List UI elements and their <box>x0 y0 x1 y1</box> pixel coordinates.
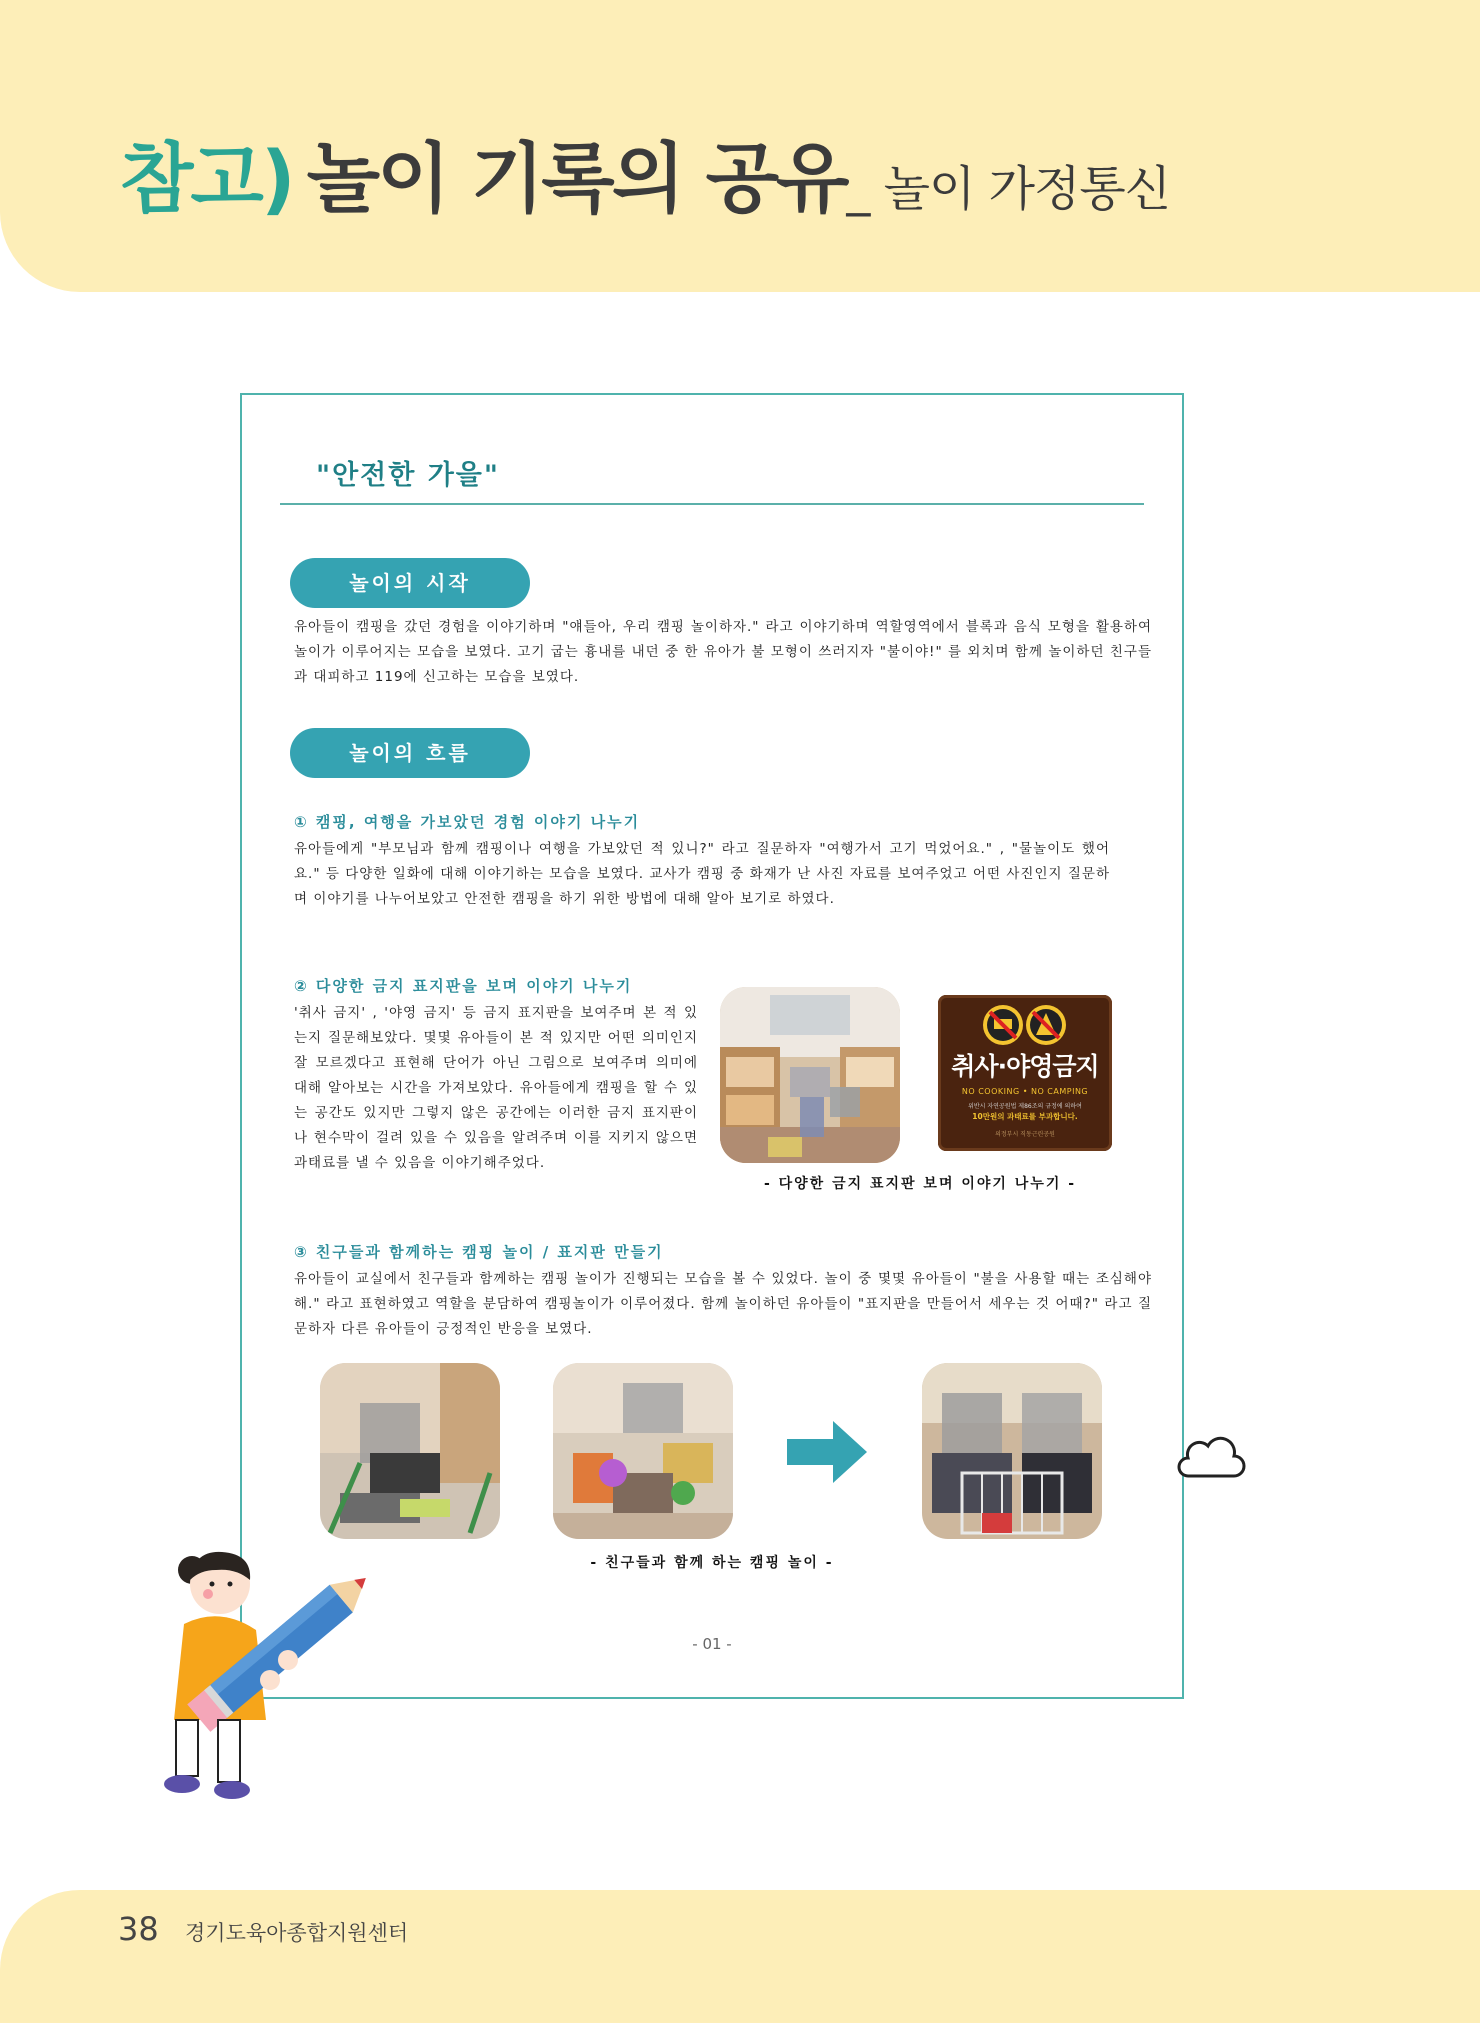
step2-caption: - 다양한 금지 표지판 보며 이야기 나누기 - <box>763 1176 1077 1192</box>
section-start-text: 유아들이 캠핑을 갔던 경험을 이야기하며 "얘들아, 우리 캠핑 놀이하자." 라고 이야기하며 역할영역에서 블록과 음식 모형을 활용하여 놀이가 이루어지는 모습을 보였다. 고기 굽는 흉내를 내던 중 한 유아가 불 모형이 쓰러지자 "불이야!" 를 외치며 함께 놀이하던 친구들과 대피하고 119에 신고하는 모습을 보였다. <box>294 619 1152 685</box>
step1-heading: ① 캠핑, 여행을 가보았던 경험 이야기 나누기 <box>294 813 641 831</box>
camping-play-photo-1 <box>320 1363 500 1539</box>
step3-text: 유아들이 교실에서 친구들과 함께하는 캠핑 놀이가 진행되는 모습을 볼 수 있었다. 놀이 중 몇몇 유아들이 "불을 사용할 때는 조심해야해." 라고 표현하였고 역할을 분담하여 캠핑놀이가 이루어졌다. 함께 놀이하던 유아들이 "표지판을 만들어서 세우는 것 어때?" 라고 질문하자 다른 유아들이 긍정적인 반응을 보였다. <box>294 1271 1152 1337</box>
footer-band <box>0 1890 1480 2023</box>
sign-fine-amount: 10만원의 과태료를 부과합니다. <box>972 1112 1078 1121</box>
page-title-main: 놀이 기록의 공유 <box>306 134 847 223</box>
girl-pencil-illustration <box>160 1540 400 1810</box>
classroom-photo <box>720 987 900 1163</box>
title-divider <box>280 503 1144 505</box>
camping-play-photo-2 <box>553 1363 733 1539</box>
section-pill-flow: 놀이의 흐름 <box>290 728 530 778</box>
sign-making-photo <box>922 1363 1102 1539</box>
page-subtitle: _ 놀이 가정통신 <box>846 161 1171 217</box>
sign-main-text: 취사·야영금지 <box>951 1052 1099 1081</box>
inner-page-number: - 01 - <box>692 1635 732 1653</box>
step2-text: '취사 금지' , '야영 금지' 등 금지 표지판을 보여주며 본 적 있는지 질문해보았다. 몇몇 유아들이 본 적 있지만 어떤 의미인지 잘 모르겠다고 표현해 단어가 아닌 그림으로 보여주며 의미에 대해 알아보는 시간을 가져보았다. 유아들에게 캠핑을 할 수 있는 공간도 있지만 그렇지 않은 공간에는 이러한 금지 표지판이나 현수막이 걸려 있을 수 있음을 알려주며 이를 지키지 않으면 과태료를 낼 수 있음을 이야기해주었다. <box>294 1005 698 1171</box>
step1-text: 유아들에게 "부모님과 함께 캠핑이나 여행을 가보았던 적 있니?" 라고 질문하자 "여행가서 고기 먹었어요." , "물놀이도 했어요." 등 다양한 일화에 대해 이야기하는 모습을 보였다. 교사가 캠핑 중 화재가 난 사진 자료를 보여주었고 어떤 사진인지 질문하며 이야기를 나누어보았고 안전한 캠핑을 하기 위한 방법에 대해 알아 보기로 하였다. <box>294 841 1110 907</box>
step3-caption: - 친구들과 함께 하는 캠핑 놀이 - <box>590 1555 834 1571</box>
newsletter-title: "안전한 가을" <box>316 460 500 491</box>
cloud-icon <box>1174 1432 1246 1482</box>
step3-heading: ③ 친구들과 함께하는 캠핑 놀이 / 표지판 만들기 <box>294 1243 664 1261</box>
page-title <box>120 118 1170 227</box>
newsletter-card <box>240 393 1184 1699</box>
sign-english-text: NO COOKING • NO CAMPING <box>961 1087 1089 1096</box>
step2-heading: ② 다양한 금지 표지판을 보며 이야기 나누기 <box>294 977 633 995</box>
sign-location: 의정부시 직동근린공원 <box>995 1131 1055 1138</box>
footer-organization: 경기도육아종합지원센터 <box>185 1921 409 1945</box>
prohibition-icons <box>938 1001 1112 1049</box>
footer-page-number: 38 <box>118 1910 159 1948</box>
section-pill-start: 놀이의 시작 <box>290 558 530 608</box>
sign-fine-print: 위반시 자연공원법 제86조의 규정에 의하여 <box>968 1103 1082 1110</box>
arrow-right-icon <box>787 1421 867 1483</box>
no-camping-sign <box>938 995 1112 1151</box>
page-title-accent: 참고) <box>120 134 293 223</box>
